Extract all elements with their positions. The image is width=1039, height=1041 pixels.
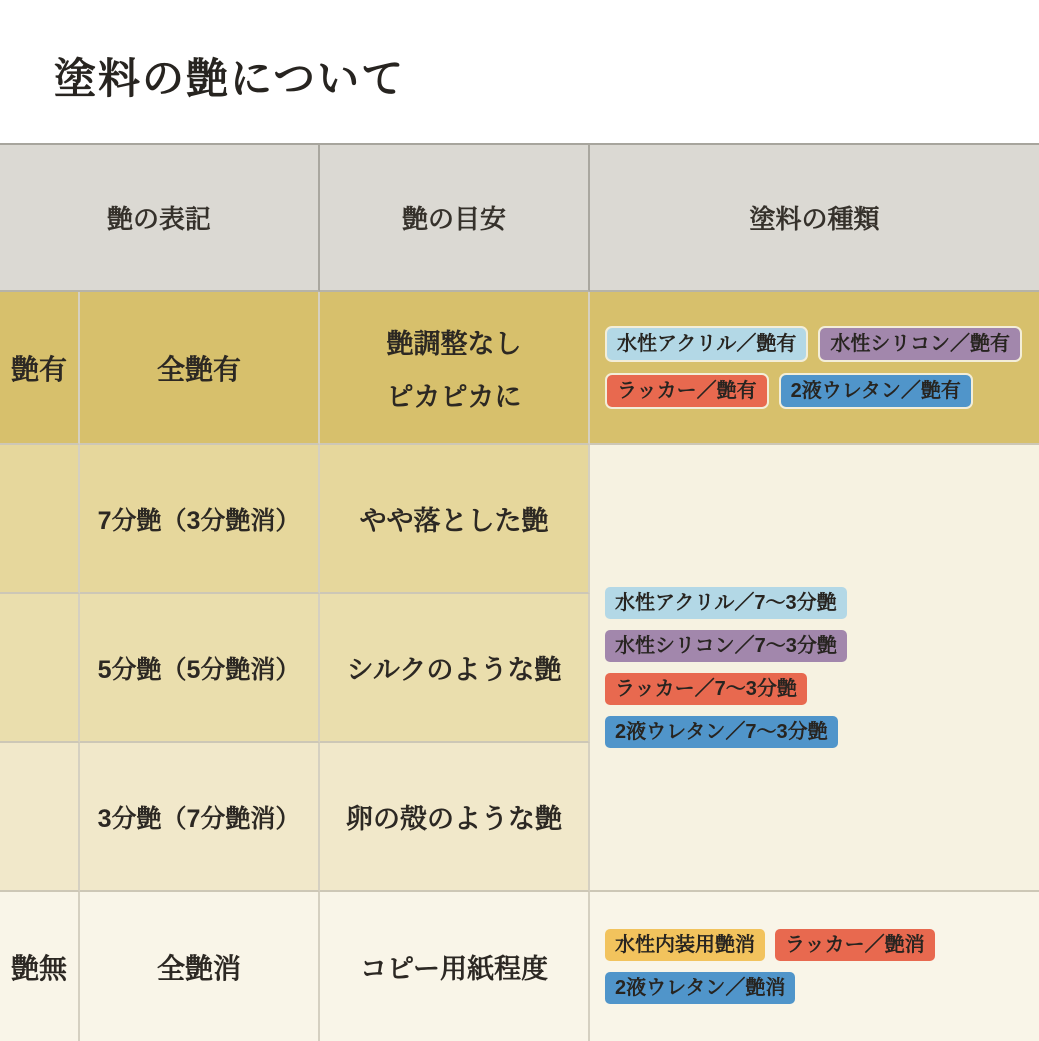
paint-badge: ラッカー／7～3分艶 (605, 673, 807, 705)
gloss-table (0, 143, 1039, 1041)
cell-guide-gloss70: やや落とした艶 (320, 445, 590, 594)
guide-line-1: 艶調整なし (386, 328, 522, 359)
cell-notation-gloss50: 5分艶（5分艶消） (80, 594, 320, 743)
paint-badge: 2液ウレタン／艶有 (779, 373, 973, 409)
cell-paints-matte (590, 892, 1039, 1041)
cell-paints-full-gloss (590, 292, 1039, 445)
cell-guide-full-gloss (320, 292, 590, 445)
paint-badge: 水性内装用艶消 (605, 929, 765, 961)
cell-guide-gloss50: シルクのような艶 (320, 594, 590, 743)
header-gloss-notation: 艶の表記 (0, 145, 320, 292)
paint-badge-line (605, 929, 935, 961)
cell-guide-matte: コピー用紙程度 (320, 892, 590, 1041)
paint-badge: 2液ウレタン／艶消 (605, 972, 795, 1004)
header-gloss-guide: 艶の目安 (320, 145, 590, 292)
paint-badge: 水性アクリル／艶有 (605, 326, 808, 362)
paint-badge: ラッカー／艶消 (775, 929, 935, 961)
paint-badge-line (605, 972, 795, 1004)
cell-notation-matte: 全艶消 (80, 892, 320, 1041)
paint-badge-line (605, 630, 847, 662)
cell-notation-gloss70: 7分艶（3分艶消） (80, 445, 320, 594)
cell-category-empty (0, 445, 80, 594)
cell-guide-gloss30: 卵の殻のような艶 (320, 743, 590, 892)
paint-badge: 2液ウレタン／7～3分艶 (605, 716, 838, 748)
page-title: 塗料の艶について (54, 55, 406, 102)
paint-badge-line (605, 326, 1022, 362)
guide-text (387, 322, 522, 414)
cell-notation-full-gloss: 全艶有 (80, 292, 320, 445)
cell-paints-mid-gloss (590, 445, 1039, 892)
cell-notation-gloss30: 3分艶（7分艶消） (80, 743, 320, 892)
paint-badge-line (605, 587, 847, 619)
cell-category-empty (0, 594, 80, 743)
paint-badge: 水性シリコン／艶有 (818, 326, 1022, 362)
paint-badge: 水性アクリル／7～3分艶 (605, 587, 847, 619)
cell-category-empty (0, 743, 80, 892)
cell-category-matte: 艶無 (0, 892, 80, 1041)
paint-badge-line (605, 373, 973, 409)
paint-badge-line (605, 716, 838, 748)
paint-badge: 水性シリコン／7～3分艶 (605, 630, 847, 662)
header-paint-types: 塗料の種類 (590, 145, 1039, 292)
guide-line-2: ピカピカに (386, 381, 522, 412)
paint-badge: ラッカー／艶有 (605, 373, 769, 409)
paint-badge-line (605, 673, 807, 705)
cell-category-gloss: 艶有 (0, 292, 80, 445)
